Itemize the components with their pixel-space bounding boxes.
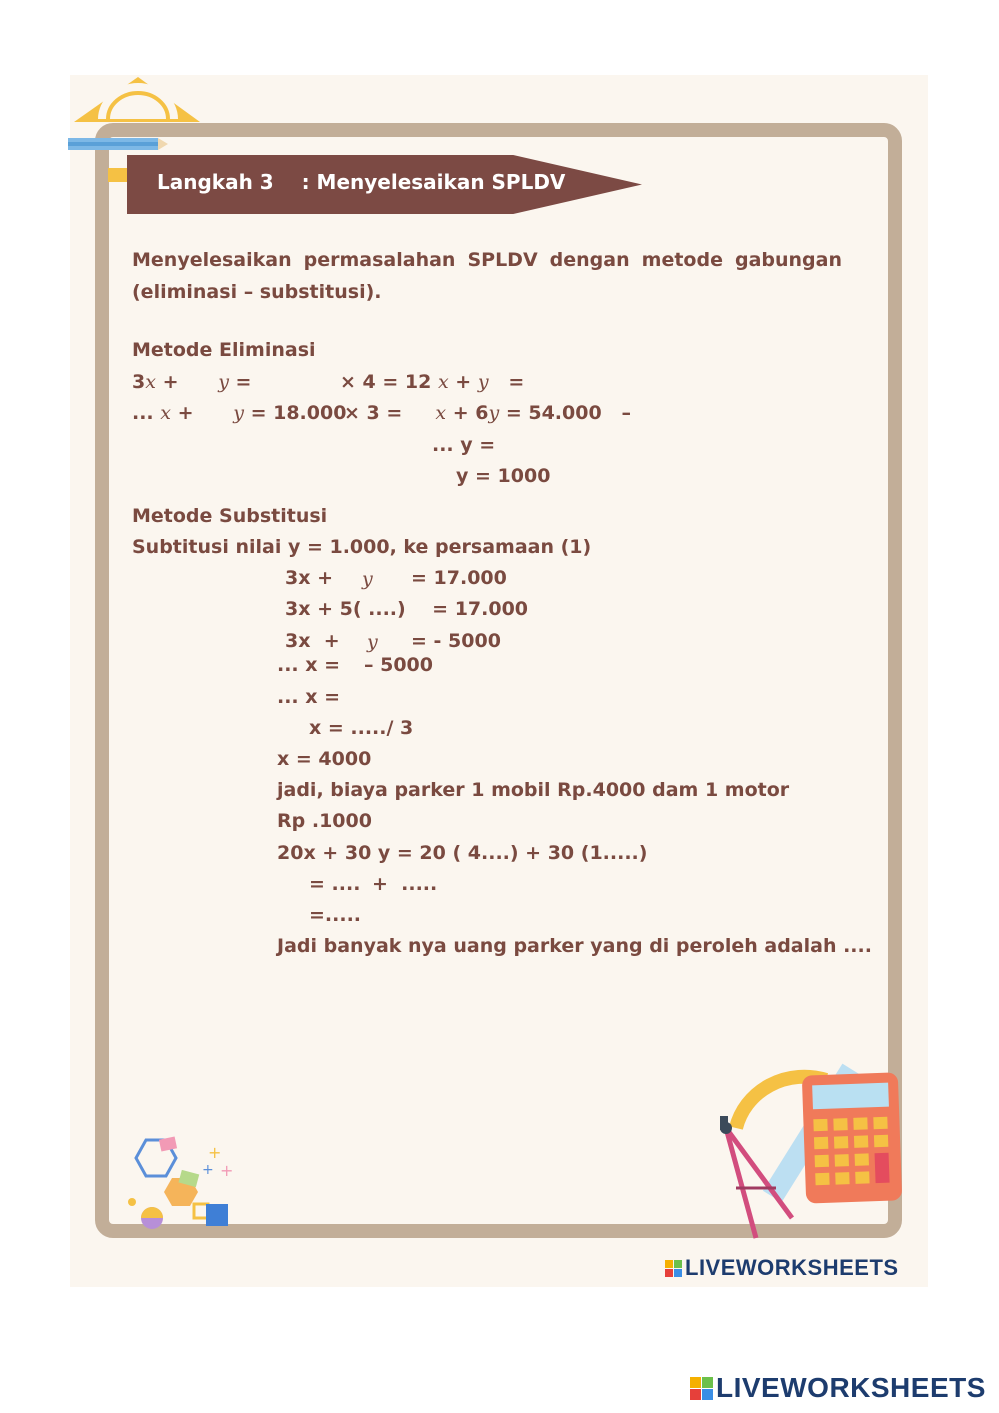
substitution-line-8: jadi, biaya parker 1 mobil Rp.4000 dam 1 motor	[277, 779, 790, 801]
substitution-line-1-result: = 17.000	[411, 567, 507, 589]
step-banner-text	[157, 170, 565, 194]
elimination-row-1-left: 3x + y =	[132, 371, 252, 393]
brand-logo-text-small: LIVEWORKSHEETS	[685, 1255, 899, 1280]
elimination-result: y = 1000	[456, 465, 551, 487]
elimination-row-2-right: × 3 = x + 6y = 54.000 –	[344, 402, 632, 424]
substitution-line-1: 3x +	[285, 567, 334, 589]
brand-logo-large	[690, 1372, 986, 1404]
substitution-line-1-y: y	[362, 568, 373, 590]
conclusion-line: Jadi banyak nya uang parker yang di peroleh adalah ....	[277, 935, 872, 957]
brand-logo-squares-large-icon	[690, 1377, 713, 1400]
substitution-line-10: 20x + 30 y = 20 ( 4....) + 30 (1.....)	[277, 842, 648, 864]
substitution-intro: Subtitusi nilai y = 1.000, ke persamaan (1)	[132, 536, 592, 558]
brand-logo-small	[665, 1255, 899, 1281]
brand-logo-text-large: LIVEWORKSHEETS	[716, 1372, 986, 1403]
substitution-line-3: 3x +	[285, 630, 340, 652]
step-label: Langkah 3	[157, 170, 274, 194]
substitution-line-12: =.....	[309, 904, 362, 926]
substitution-line-6: x = ...../ 3	[309, 717, 414, 739]
elimination-row-1-right: × 4 = 12 x + y =	[340, 371, 525, 393]
elimination-row-2-left: ... x + y = 18.000	[132, 402, 347, 424]
substitution-line-4: ... x =	[277, 654, 341, 676]
svg-text:+: +	[208, 1143, 222, 1162]
substitution-line-11-b: + .....	[372, 873, 438, 895]
svg-text:+: +	[202, 1162, 214, 1178]
elimination-row-3: ... y =	[432, 434, 496, 456]
geometric-shapes-decoration-icon	[124, 1132, 244, 1242]
substitution-line-9: Rp .1000	[277, 810, 372, 832]
elimination-heading: Metode Eliminasi	[132, 339, 316, 361]
substitution-line-7: x = 4000	[277, 748, 372, 770]
brand-logo-squares-icon	[665, 1260, 682, 1277]
step-title: : Menyelesaikan SPLDV	[301, 170, 566, 194]
substitution-heading: Metode Substitusi	[132, 505, 328, 527]
substitution-line-5: ... x =	[277, 686, 341, 708]
intro-paragraph: Menyelesaikan permasalahan SPLDV dengan metode gabungan (eliminasi – substitusi).	[132, 249, 842, 303]
svg-text:+: +	[220, 1161, 234, 1180]
substitution-line-4-value: – 5000	[364, 654, 433, 676]
substitution-line-11: = ....	[309, 873, 361, 895]
calculator-compass-decoration-icon	[706, 1038, 902, 1244]
substitution-line-2: 3x + 5( ....) = 17.000	[285, 598, 529, 620]
substitution-line-3-y: y	[367, 631, 378, 653]
substitution-line-3-result: = - 5000	[411, 630, 501, 652]
